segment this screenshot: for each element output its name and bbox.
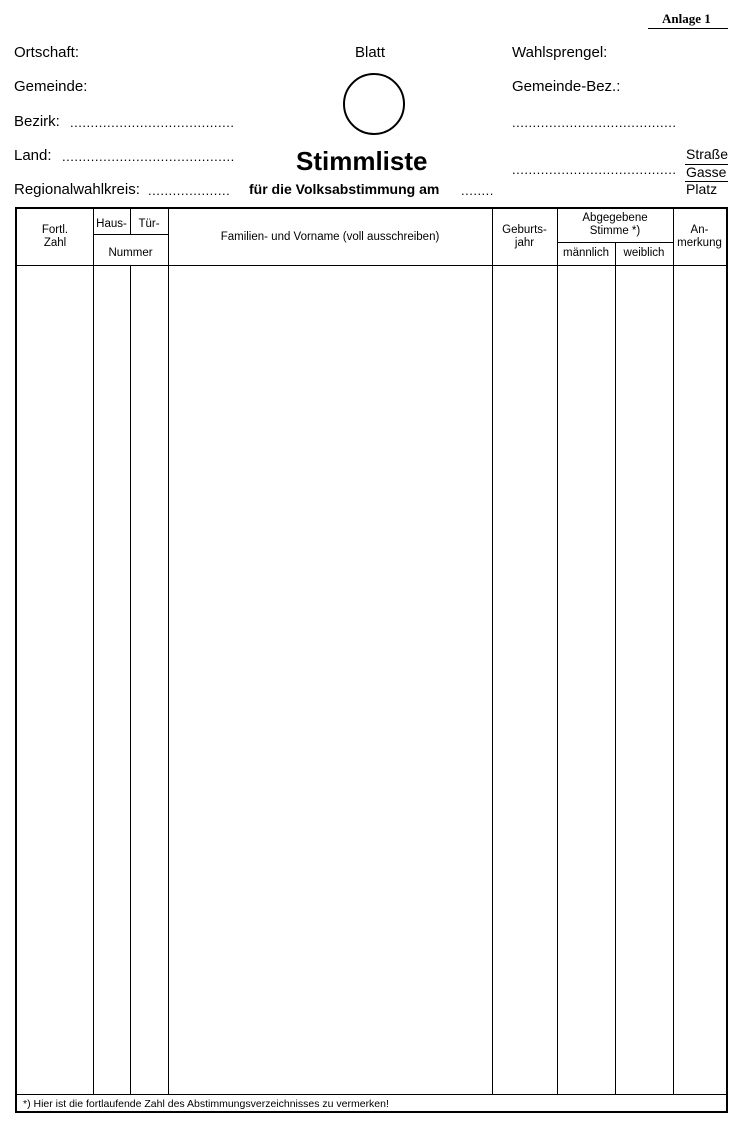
row-divider-nummer [93, 234, 168, 235]
col-divider-name [492, 209, 493, 1095]
col-geburt-line2: jahr [514, 237, 535, 249]
footer-top-line [17, 1094, 726, 1095]
land-label: Land: [14, 147, 52, 164]
gemeinde-label: Gemeinde: [14, 78, 88, 95]
col-divider-haus-body [130, 266, 131, 1095]
col-abgegebene-line2: Stimme *) [589, 225, 641, 237]
col-weiblich-header: weiblich [623, 247, 665, 259]
col-anmerkung-line2: merkung [677, 237, 722, 249]
col-name-header: Familien- und Vorname (voll ausschreiben) [220, 231, 440, 243]
wahlsprengel-label: Wahlsprengel: [512, 44, 608, 61]
gemeinde-bez-label: Gemeinde-Bez.: [512, 78, 621, 95]
col-abgegebene-line1: Abgegebene [582, 212, 648, 224]
col-anmerkung-line1: An- [690, 224, 709, 236]
col-divider-fortl [93, 209, 94, 1095]
page-subtitle: für die Volksabstimmung am [249, 181, 440, 197]
col-divider-geburt [557, 209, 558, 1095]
bezirk-dotted-line: ........................................ [70, 115, 235, 130]
land-dotted-line: .......................................... [62, 149, 235, 164]
regionalwahlkreis-label: Regionalwahlkreis: [14, 181, 140, 198]
col-fortl-line2: Zahl [43, 237, 67, 249]
blatt-label: Blatt [355, 44, 386, 61]
row-divider-stimme [557, 242, 673, 243]
col-geburt-header [492, 224, 557, 250]
ortschaft-label: Ortschaft: [14, 44, 80, 61]
bezirk-label: Bezirk: [14, 113, 60, 130]
gasse-option: Gasse [686, 164, 727, 180]
col-divider-tuer [168, 209, 169, 1095]
footnote: *) Hier ist die fortlaufende Zahl des Abstimmungsverzeichnisses zu vermerken! [23, 1098, 389, 1110]
gemeinde-bez-dotted-line: ........................................ [512, 115, 677, 130]
blatt-circle [343, 73, 405, 135]
col-maennlich-header: männlich [562, 247, 610, 259]
col-fortl-line1: Fortl. [41, 224, 69, 236]
anlage-label: Anlage 1 [662, 11, 711, 26]
col-divider-weiblich [673, 209, 674, 1095]
col-tuer-header: Tür- [138, 218, 160, 230]
col-haus-header: Haus- [96, 218, 127, 230]
platz-option: Platz [686, 181, 718, 197]
subtitle-dotted-line: ........ [461, 183, 494, 198]
header-bottom-line [17, 265, 726, 266]
col-anmerkung-header [673, 224, 726, 250]
col-geburt-line1: Geburts- [502, 224, 547, 236]
voter-table [15, 207, 728, 1113]
col-fortl-header [17, 224, 93, 250]
col-nummer-header: Nummer [108, 247, 153, 259]
page-title: Stimmliste [296, 146, 428, 176]
anlage-underline [648, 28, 728, 29]
regionalwahlkreis-dotted-line: .................... [148, 183, 231, 198]
strasse-option: Straße [686, 146, 729, 162]
col-divider-maennlich [615, 242, 616, 1095]
street-dotted-line: ........................................ [512, 162, 677, 177]
col-abgegebene-header [557, 212, 673, 238]
